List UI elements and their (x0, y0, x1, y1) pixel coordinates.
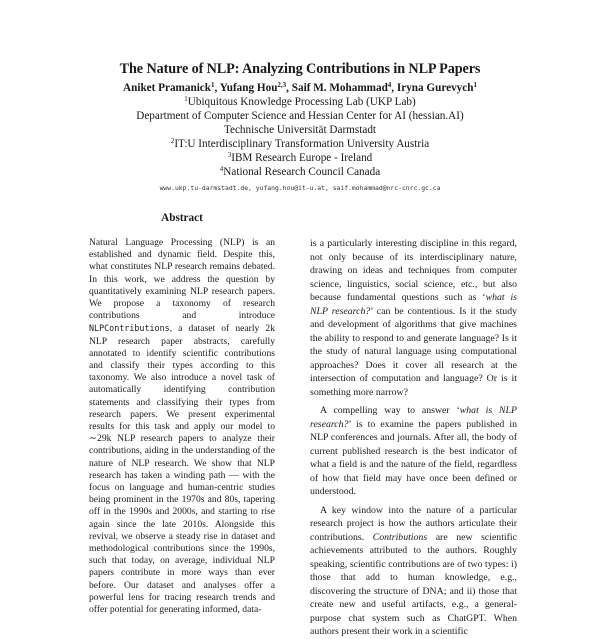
abstract-paragraph: Natural Language Processing (NLP) is an established and dynamic field. Despite this, what constitutes NLP research remains debated. In this work, we address the question by quantitatively examining NLP research papers. We propose a taxonomy of research contributions and introduce NLPContributions, a dataset of nearly 2k NLP research paper abstracts, carefully annotated to identify scientific contributions and classify their types according to this taxonomy. We also introduce a novel task of automatically identifying contribution statements and classifying their types from research papers. We present experimental results for this task and apply our model to ∼29k NLP research papers to analyze their contributions, aiding in the understanding of the nature of NLP research. We show that NLP research has taken a winding path — with the focus on language and human-centric studies being prominent in the 1970s and 80s, tapering off in the 1990s and 2000s, and starting to rise again since the late 2010s. Alongside this revival, we observe a steady rise in dataset and methodological contributions since the 1990s, such that today, on average, individual NLP papers contribute in more ways than ever before. Our dataset and analyses offer a powerful lens for tracing research trends and offer potential for generating informed, data- (89, 237, 275, 616)
author: Iryna Gurevych$^1$ (396, 81, 477, 94)
affiliation-2: $^2$IT:U Interdisciplinary Transformation University Austria (170, 137, 430, 150)
affiliation-1-line-2: Department of Computer Science and Hessian Center for AI (hessian.AI) (136, 110, 464, 122)
introduction-body (310, 237, 517, 639)
author-list (0, 82, 600, 94)
body-paragraph: A key window into the nature of a particular research project is how the authors articulate their contributions. Contributions are new scientific achievements attributed to the authors. Roughly speaking, scientific contributions are of two types: i) those that add to human knowledge, e.g., discovering the structure of DNA; and ii) those that create new and useful artifacts, e.g., a general-purpose chat system such as ChatGPT. When authors present their work in a scientific (310, 504, 517, 637)
affiliation-1-line-3: Technische Universität Darmstadt (223, 124, 377, 136)
affiliation-3: $^3$IBM Research Europe - Ireland (227, 151, 373, 164)
affiliation-1-line-1: $^1$Ubiquitous Knowledge Processing Lab (UKP Lab) (184, 95, 416, 108)
author-emails: www.ukp.tu-darmstadt.de, yufang.hou@it-u.at, saif.mohammad@nrc-cnrc.gc.ca (159, 184, 441, 192)
abstract-body (89, 237, 275, 616)
author: Saif M. Mohammad$^4$, (291, 81, 397, 94)
author: Aniket Pramanick$^1$, (123, 81, 220, 94)
dataset-name: NLPContributions (89, 323, 170, 334)
paper-title: The Nature of NLP: Analyzing Contributions in NLP Papers (119, 61, 481, 77)
abstract-heading: Abstract (161, 212, 203, 224)
author: Yufang Hou$^{2,3}$, (219, 81, 292, 94)
body-paragraph: is a particularly interesting discipline in this regard, not only because of its interdisciplinary nature, drawing on ideas and techniques from computer science, linguistics, social science, etc., but also because fundamental questions such as ‘what is NLP research?’ can be contentious. Is it the study and development of algorithms that give machines the ability to respond to and generate language? Is it the study of natural language using computational approaches? Does it cover all research at the intersection of computation and language? Or is it something more narrow? (310, 238, 517, 398)
affiliation-4: $^4$National Research Council Canada (219, 165, 381, 178)
body-paragraph: A compelling way to answer ‘what is NLP research?’ is to examine the papers published in NLP conferences and journals. After all, the body of current published research is the best indicator of what a field is and the nature of the field, regardless of how that field may have once been defined or understood. (310, 405, 517, 497)
